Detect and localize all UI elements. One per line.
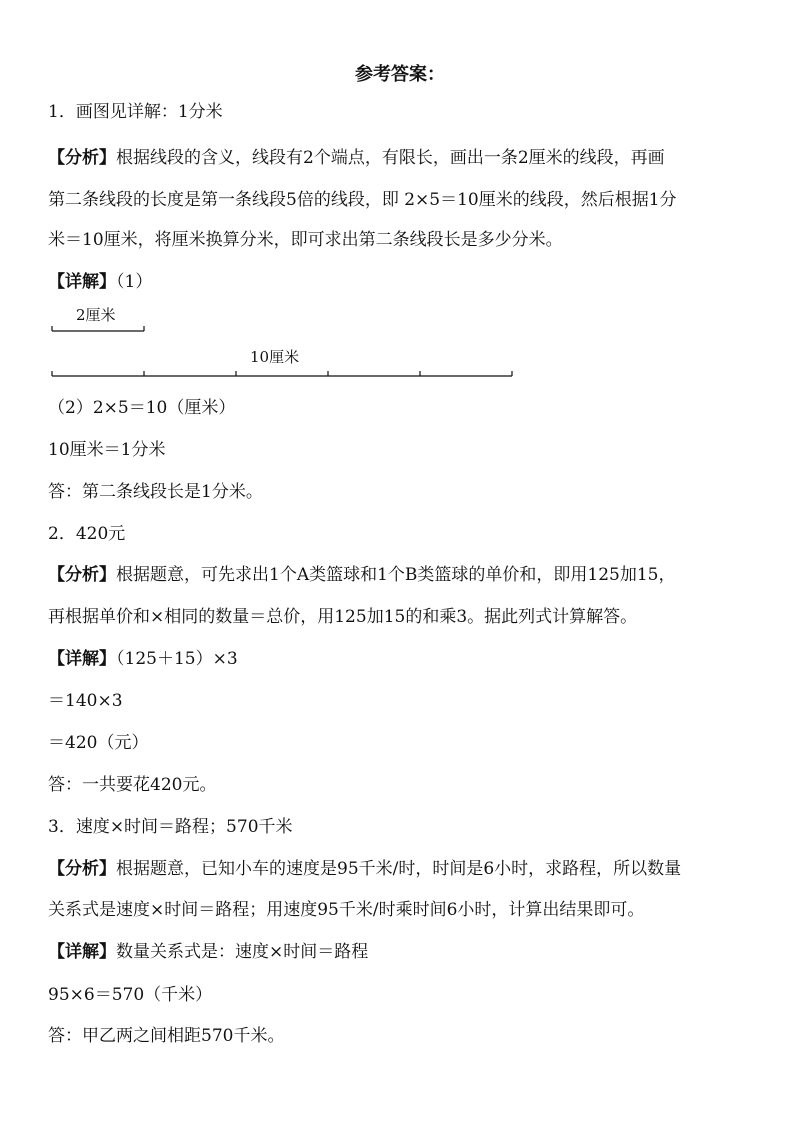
short-segment <box>52 326 144 331</box>
q2-detail-line-3: ＝420（元） <box>48 733 149 753</box>
q1-analysis-line-2: 第二条线段的长度是第一条线段5倍的线段，即 2×5＝10厘米的线段，然后根据1分 <box>48 190 677 210</box>
q3-analysis-line-2: 关系式是速度×时间＝路程；用速度95千米/时乘时间6小时，计算出结果即可。 <box>48 900 645 920</box>
q2-analysis-line-1 <box>48 563 675 587</box>
q2-answer-line: 2．420元 <box>48 524 126 544</box>
q1-detail-line-3: 10厘米＝1分米 <box>48 440 166 460</box>
q3-analysis-text-1: 根据题意，已知小车的速度是95千米/时，时间是6小时，求路程，所以数量 <box>116 859 682 879</box>
page-title: 参考答案： <box>355 64 445 85</box>
q1-answer-line: 1．画图见详解：1分米 <box>48 102 223 122</box>
q1-analysis-tag: 【分析】 <box>48 148 116 168</box>
q3-detail-line-2: 95×6＝570（千米） <box>48 985 213 1005</box>
q1-analysis-line-3: 米＝10厘米，将厘米换算分米，即可求出第二条线段长是多少分米。 <box>48 230 563 250</box>
q2-analysis-tag: 【分析】 <box>48 565 116 585</box>
q3-analysis-tag: 【分析】 <box>48 859 116 879</box>
short-segment-label: 2厘米 <box>76 306 116 324</box>
q3-analysis-line-1 <box>48 857 681 881</box>
q1-detail-line-2: （2）2×5＝10（厘米） <box>48 398 236 418</box>
q3-detail-line-1 <box>48 940 368 964</box>
q1-analysis-text-1: 根据线段的含义，线段有2个端点，有限长，画出一条2厘米的线段，再画 <box>116 148 665 168</box>
q2-detail-line-1 <box>48 647 238 671</box>
long-segment-label: 10厘米 <box>250 348 300 366</box>
q1-detail-text-1: （1） <box>116 272 153 292</box>
q2-answer: 答：一共要花420元。 <box>48 775 217 795</box>
q1-detail-tag: 【详解】 <box>48 272 116 292</box>
long-segment <box>52 371 512 376</box>
q2-detail-text-1: （125＋15）×3 <box>116 649 238 669</box>
q3-answer-line: 3．速度×时间＝路程；570千米 <box>48 817 293 837</box>
q2-detail-tag: 【详解】 <box>48 649 116 669</box>
q3-answer: 答：甲乙两之间相距570千米。 <box>48 1026 285 1046</box>
q3-detail-tag: 【详解】 <box>48 942 116 962</box>
q1-answer: 答：第二条线段长是1分米。 <box>48 482 263 502</box>
q2-detail-line-2: ＝140×3 <box>48 691 123 711</box>
q2-analysis-line-2: 再根据单价和×相同的数量＝总价，用125加15的和乘3。据此列式计算解答。 <box>48 607 638 627</box>
q2-analysis-text-1: 根据题意，可先求出1个A类篮球和1个B类篮球的单价和，即用125加15， <box>116 565 676 585</box>
q3-detail-text-1: 数量关系式是：速度×时间＝路程 <box>116 942 369 962</box>
